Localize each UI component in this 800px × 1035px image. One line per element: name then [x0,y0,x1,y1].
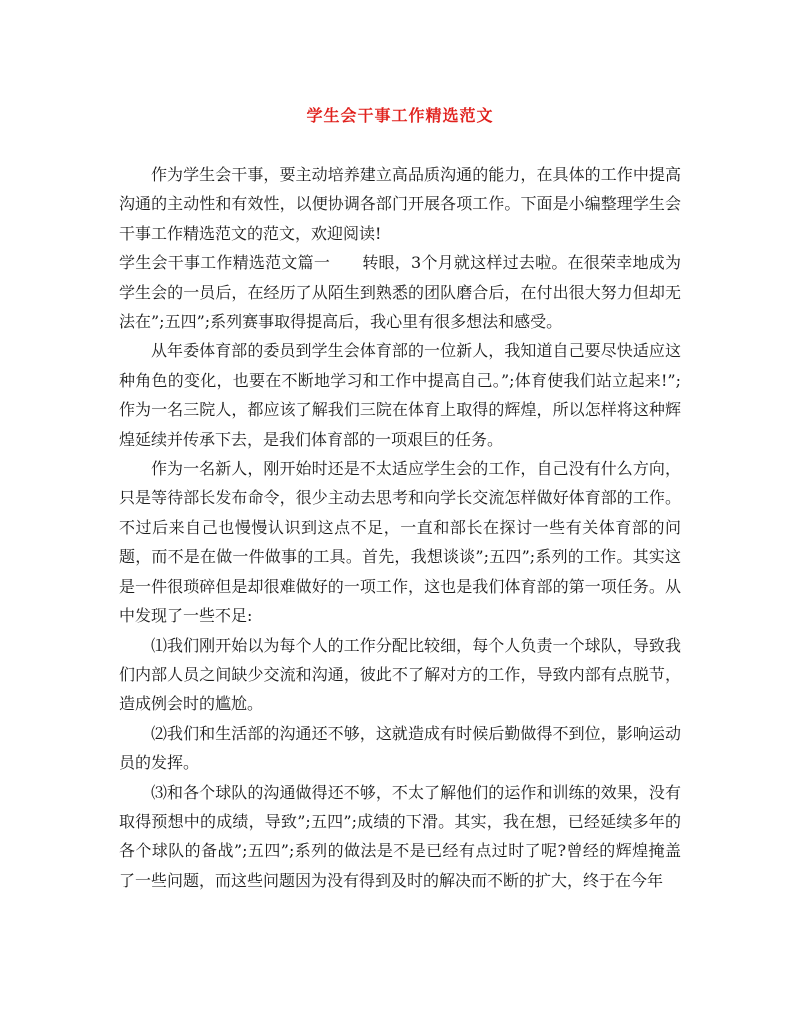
article-one-text: 转眼，3个月就这样过去啦。在很荣幸地成为学生会的一员后，在经历了从陌生到熟悉的团队磨合后，在付出很大努力但却无法在”;五四”;系列赛事取得提高后，我心里有很多想法和感受。 [119,253,681,332]
article-heading: 学生会干事工作精选范文篇一 [119,253,331,273]
paragraph-point-3: ⑶和各个球队的沟通做得还不够，不太了解他们的运作和训练的效果，没有取得预想中的成绩，导致”;五四”;成绩的下滑。其实，我在想，已经延续多年的各个球队的备战”;五四”;系列的做法是不是已经有点过时了呢?曾经的辉煌掩盖了一些问题，而这些问题因为没有得到及时的解决而不断的扩大，终于在今年 [119,782,681,890]
document-title: 学生会干事工作精选范文 [306,106,494,125]
paragraph-article-one [119,248,681,336]
paragraph-newcomer: 作为一名新人，刚开始时还是不太适应学生会的工作，自己没有什么方向，只是等待部长发布命令，很少主动去思考和向学长交流怎样做好体育部的工作。不过后来自己也慢慢认识到这点不足，一直和部长在探讨一些有关体育部的问题，而不是在做一件做事的工具。首先，我想谈谈”;五四”;系列的工作。其实这是一件很琐碎但是却很难做好的一项工作，这也是我们体育部的第一项任务。从中发现了一些不足: [119,459,681,626]
paragraph-intro: 作为学生会干事，要主动培养建立高品质沟通的能力，在具体的工作中提高沟通的主动性和有效性，以便协调各部门开展各项工作。下面是小编整理学生会干事工作精选范文的范文，欢迎阅读! [119,165,681,243]
document-body [119,160,681,895]
paragraph-point-1: ⑴我们刚开始以为每个人的工作分配比较细，每个人负责一个球队，导致我们内部人员之间缺少交流和沟通，彼此不了解对方的工作，导致内部有点脱节，造成例会时的尴尬。 [119,635,681,714]
paragraph-point-2: ⑵我们和生活部的沟通还不够，这就造成有时候后勤做得不到位，影响运动员的发挥。 [119,723,681,773]
paragraph-role-change: 从年委体育部的委员到学生会体育部的一位新人，我知道自己要尽快适应这种角色的变化，也要在不断地学习和工作中提高自己。”;体育使我们站立起来!”;作为一名三院人，都应该了解我们三院在体育上取得的辉煌，所以怎样将这种辉煌延续并传承下去，是我们体育部的一项艰巨的任务。 [119,341,681,449]
